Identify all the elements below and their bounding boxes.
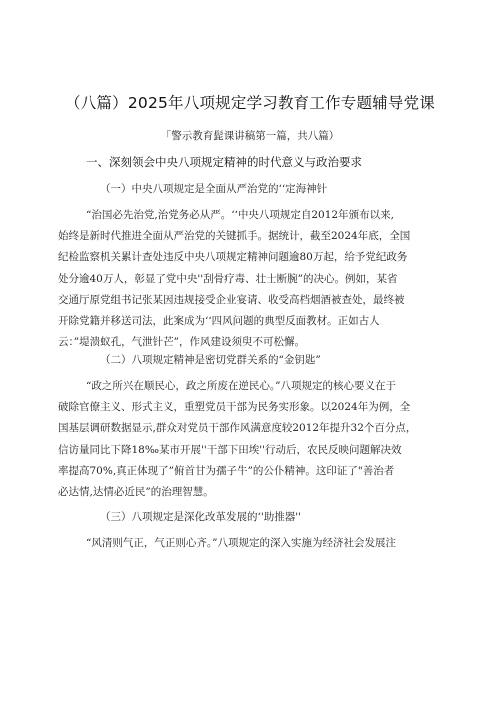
document-title: （八篇）2025年八项规定学习教育工作专题辅导党课 <box>65 94 435 112</box>
subsection-heading-2: （二）八项规定精神是密切党群关系的“金钥匙” <box>100 354 321 366</box>
subsection-heading-3: （三）八项规定是深化改革发展的‘'助推器'' <box>100 511 301 523</box>
paragraph-line: “风清则气正，气正则心齐。”八项规定的深入实施为经济社会发展注 <box>86 537 396 549</box>
subsection-heading-1: （一）中央八项规定是全面从严治党的‘‘定海神针 <box>100 183 328 195</box>
paragraph-line: “治国必先治党,治党务必从严。‘‘中央八项规定自2012年颁布以来, <box>86 209 394 221</box>
paragraph-1 <box>58 205 444 353</box>
paragraph-line: 信访量同比下降18‰某市开展''干部下田埃''行动后，农民反映问题解决效 <box>58 443 402 456</box>
paragraph-line: 开除党籍并移送司法，此案成为‘‘四风问题的典型反面教材。正如古人 <box>58 314 380 327</box>
paragraph-line: 纪检监察机关累计查处违反中央八项规定精神问题逾80万起，给予党纪政务 <box>58 251 408 264</box>
paragraph-line: 率提高70%,真正体现了”俯首甘为孺子牛”的公仆精神。这印证了"善治者 <box>58 464 395 477</box>
paragraph-line: 必达情,达情必近民”的治理智慧。 <box>58 485 214 498</box>
paragraph-line: 始终是新时代推进全面从严治党的关键抓手。据统计，截至2024年底，全国 <box>58 230 411 243</box>
paragraph-line: 处分逾40万人，彰显了党中央''刮骨疗毒、壮士断腕”的决心。例如，某省 <box>58 272 398 285</box>
paragraph-2 <box>58 376 444 503</box>
section-heading-1: 一、深刻领会中央八项规定精神的时代意义与政治要求 <box>86 155 362 169</box>
paragraph-line: 破除官僚主义、形式主义，重塑党员干部为民务实形象。以2024年为例，全 <box>58 401 411 414</box>
document-subtitle: 「警示教育髭课讲稿第一篇，共八篇） <box>160 130 340 142</box>
paragraph-line: 交通厅原党组书记张某因违规接受企业宴请、收受高档烟酒被查处，最终被 <box>58 293 405 306</box>
paragraph-line: 云：”堤溃蚁孔，气泄针芒”，作风建设须臾不可松懈。 <box>58 336 305 349</box>
paragraph-line: “政之所兴在顺民心，政之所废在逆民心。”八项规定的核心要义在于 <box>86 380 396 392</box>
paragraph-line: 国基层调研数据显示,群众对党员干部作风满意度较2012年提升32个百分点， <box>58 422 417 435</box>
paragraph-3 <box>58 533 444 554</box>
